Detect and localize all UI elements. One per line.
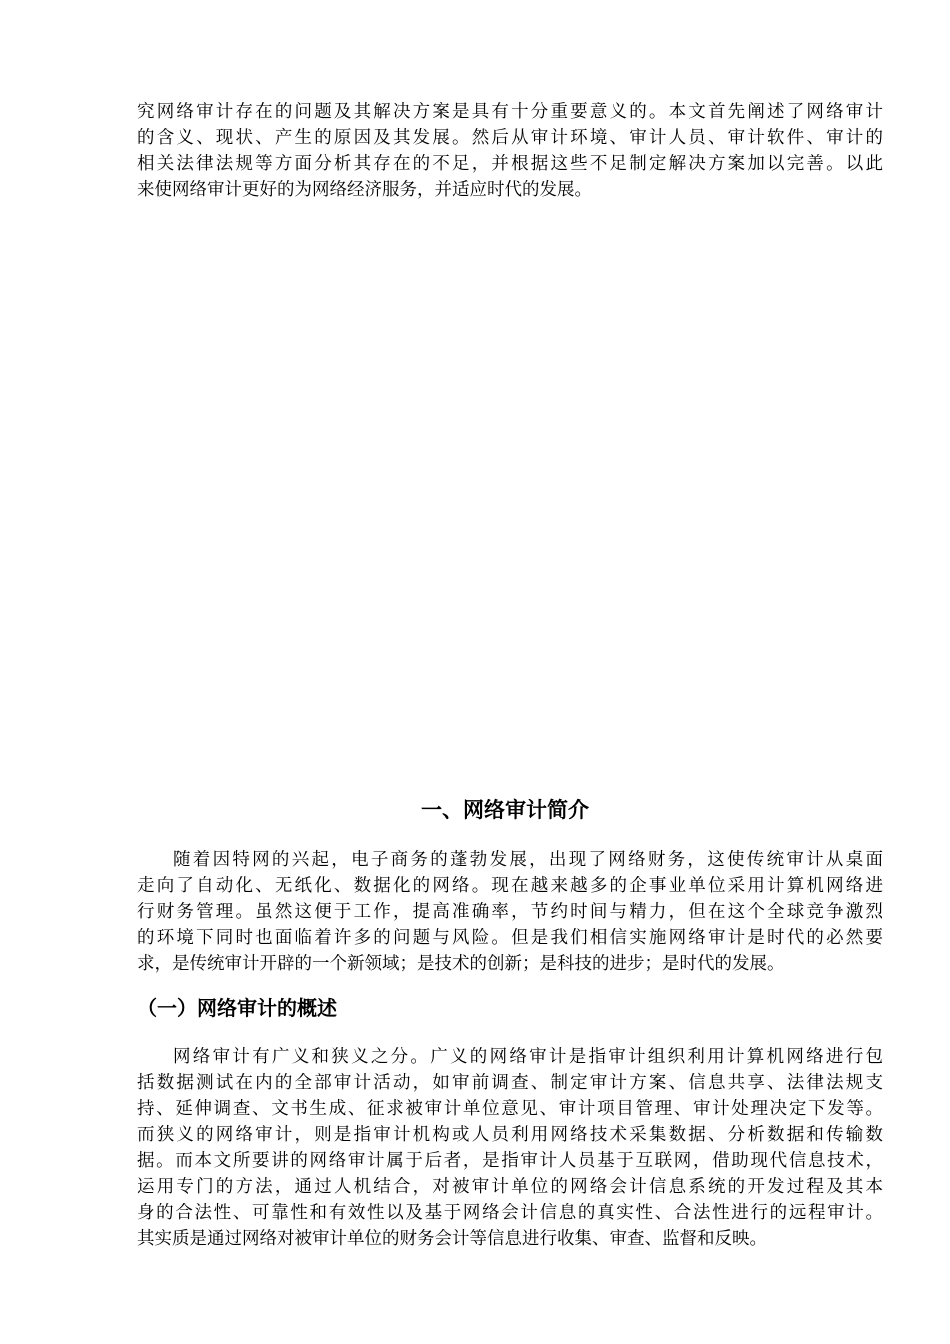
text-line: 走向了自动化、无纸化、数据化的网络。现在越来越多的企事业单位采用计算机网络进 [137, 876, 883, 896]
intro-paragraph-continuation [137, 99, 883, 203]
subsection-heading: （一）网络审计的概述 [137, 996, 337, 1020]
section-intro-paragraph [137, 847, 883, 977]
section-heading: 一、网络审计简介 [421, 798, 589, 822]
text-line: 行财务管理。虽然这便于工作，提高准确率，节约时间与精力，但在这个全球竞争激烈 [137, 902, 883, 922]
text-line: 持、延伸调查、文书生成、征求被审计单位意见、审计项目管理、审计处理决定下发等。 [137, 1099, 883, 1119]
subsection-body-paragraph [137, 1044, 883, 1252]
text-line: 其实质是通过网络对被审计单位的财务会计等信息进行收集、审查、监督和反映。 [137, 1229, 767, 1249]
text-line: 相关法律法规等方面分析其存在的不足，并根据这些不足制定解决方案加以完善。以此 [137, 154, 883, 174]
text-line: 来使网络审计更好的为网络经济服务，并适应时代的发展。 [137, 180, 592, 200]
text-line: 究网络审计存在的问题及其解决方案是具有十分重要意义的。本文首先阐述了网络审计 [137, 102, 883, 122]
text-line: 运用专门的方法，通过人机结合，对被审计单位的网络会计信息系统的开发过程及其本 [137, 1177, 883, 1197]
text-line: 身的合法性、可靠性和有效性以及基于网络会计信息的真实性、合法性进行的远程审计。 [137, 1203, 883, 1223]
text-line: 括数据测试在内的全部审计活动，如审前调查、制定审计方案、信息共享、法律法规支 [137, 1073, 883, 1093]
text-line: 随着因特网的兴起，电子商务的蓬勃发展，出现了网络财务，这使传统审计从桌面 [173, 850, 883, 870]
text-line: 而狭义的网络审计，则是指审计机构或人员利用网络技术采集数据、分析数据和传输数 [137, 1125, 883, 1145]
text-line: 求，是传统审计开辟的一个新领域；是技术的创新；是科技的进步；是时代的发展。 [137, 954, 785, 974]
text-line: 的环境下同时也面临着许多的问题与风险。但是我们相信实施网络审计是时代的必然要 [137, 928, 883, 948]
text-line: 的含义、现状、产生的原因及其发展。然后从审计环境、审计人员、审计软件、审计的 [137, 128, 883, 148]
text-line: 据。而本文所要讲的网络审计属于后者，是指审计人员基于互联网，借助现代信息技术， [137, 1151, 883, 1171]
text-line: 网络审计有广义和狭义之分。广义的网络审计是指审计组织利用计算机网络进行包 [173, 1047, 883, 1067]
